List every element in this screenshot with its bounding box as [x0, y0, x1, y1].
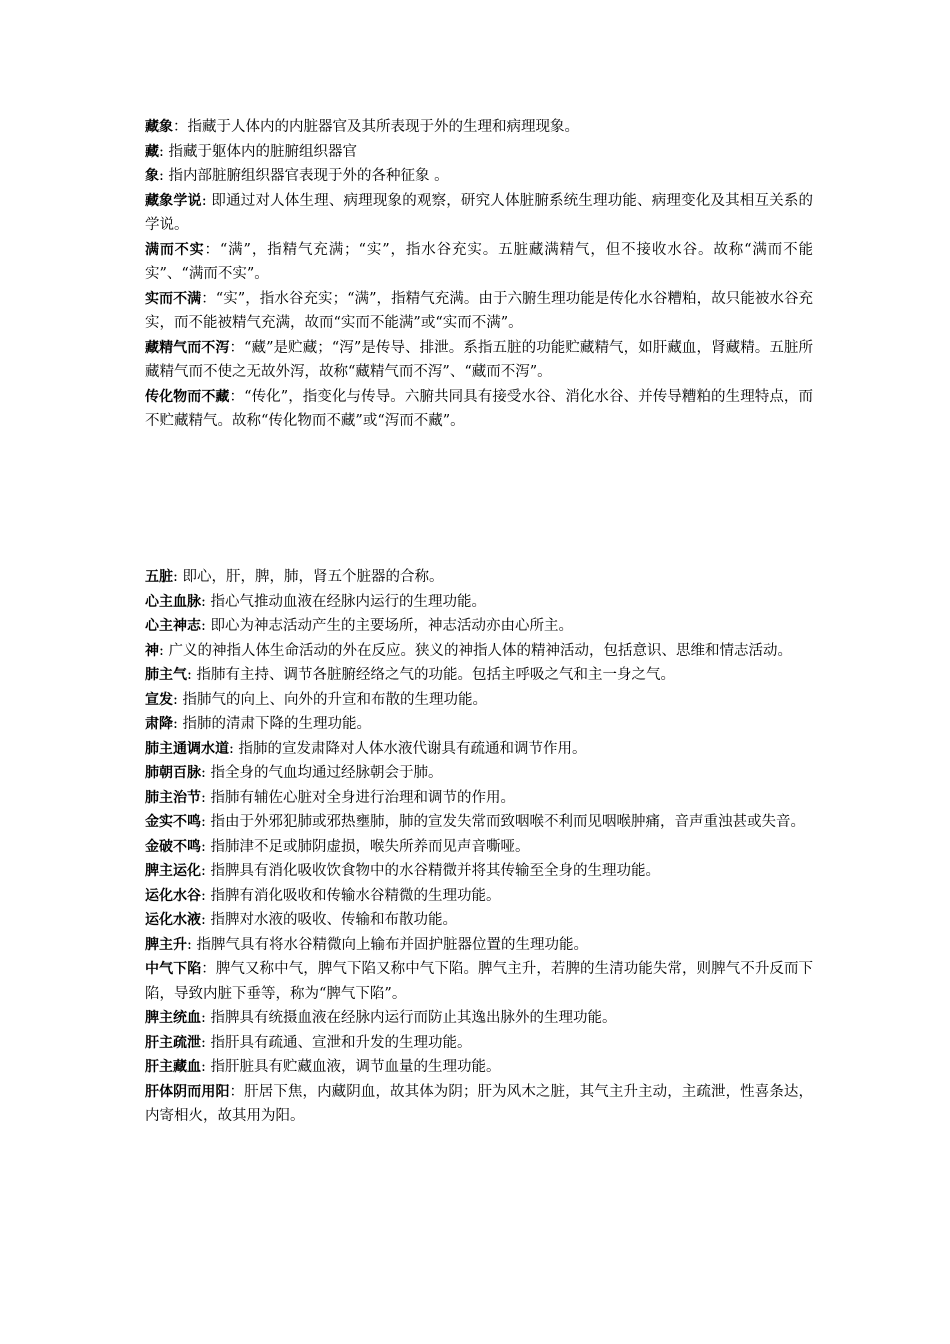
separator: : [173, 716, 183, 732]
entry-metal-broken-silent [145, 835, 813, 860]
separator: : [201, 863, 211, 879]
term-label: 脾主运化 [145, 863, 201, 879]
term-label: 肺主通调水道 [145, 740, 229, 757]
separator: ： [229, 1083, 245, 1100]
entry-spleen-transport [145, 859, 813, 884]
term-label: 实而不满 [145, 290, 202, 307]
separator: ： [201, 961, 216, 977]
term-label: 肝体阴而用阳 [145, 1083, 230, 1100]
term-label: 藏象 [145, 119, 173, 135]
entry-transport-fluid [145, 908, 813, 933]
entry-store-essence [145, 336, 813, 385]
separator: ： [229, 388, 245, 405]
definition-text: 指脾具有统摄血液在经脉内运行而防止其逸出脉外的生理功能。 [210, 1010, 617, 1026]
definition-text: 即通过对人体生理、病理现象的观察，研究人体脏腑系统生理功能、病理变化及其相互关系的学说。 [145, 192, 814, 233]
entry-heart-mind [145, 614, 813, 639]
definition-text: 即心为神志活动产生的主要场所，神志活动亦由心所主。 [210, 618, 573, 634]
definition-text: “实”，指水谷充实；“满”，指精气充满。由于六腑生理功能是传化水谷糟粕，故只能被水谷充实，而不能被精气充满，故而“实而不能满”或“实而不满”。 [145, 290, 814, 331]
separator: ： [229, 339, 245, 356]
entry-full-not-solid [145, 238, 813, 287]
entry-lung-hundred-vessels [145, 761, 813, 786]
separator: : [201, 814, 211, 830]
term-label: 藏象学说 [145, 192, 202, 209]
entry-xiang [145, 164, 813, 189]
definition-text: 指藏于躯体内的脏腑组织器官 [168, 143, 357, 160]
separator: : [201, 789, 211, 806]
definition-text: 指心气推动血液在经脉内运行的生理功能。 [210, 593, 486, 610]
definition-text: 脾气又称中气，脾气下陷又称中气下陷。脾气主升，若脾的生清功能失常，则脾气不升反而下陷，导致内脏下垂等，称为“脾气下陷”。 [145, 961, 814, 1002]
entry-transform-not-store [145, 385, 813, 434]
term-label: 肺朝百脉 [145, 765, 201, 781]
entry-lung-qi [145, 663, 813, 688]
definition-text: 指脾有消化吸收和传输水谷精微的生理功能。 [210, 887, 501, 904]
entry-liver-yin-body-yang-function [145, 1080, 813, 1129]
definition-text: 指肺的宣发肃降对人体水液代谢具有疏通和调节作用。 [238, 740, 587, 757]
term-label: 神 [145, 642, 159, 659]
definition-text: 指肝具有疏通、宣泄和升发的生理功能。 [210, 1034, 472, 1051]
entry-five-zang [145, 565, 813, 590]
entry-descending [145, 712, 813, 737]
separator: ： [173, 119, 188, 135]
entry-zangxiang [145, 115, 813, 140]
term-label: 肝主疏泄 [145, 1034, 201, 1051]
term-label: 传化物而不藏 [145, 388, 230, 405]
term-label: 心主神志 [145, 618, 201, 634]
definition-text: 指脾对水液的吸收、传输和布散功能。 [210, 912, 457, 928]
separator: : [173, 569, 183, 585]
term-label: 脾主统血 [145, 1010, 201, 1026]
separator: : [201, 1059, 211, 1075]
separator: : [229, 740, 239, 757]
definition-text: 即心，肝，脾，肺，肾五个脏器的合称。 [182, 569, 444, 585]
definition-text: 肝居下焦，内藏阴血，故其体为阴；肝为风木之脏，其气主升主动，主疏泄，性喜条达，内寄相火，故其用为阳。 [145, 1083, 814, 1124]
term-label: 藏精气而不泻 [145, 339, 230, 356]
entry-solid-not-full [145, 287, 813, 336]
entry-liver-store-blood [145, 1055, 813, 1080]
term-label: 运化水谷 [145, 887, 201, 904]
entry-lung-regulation [145, 786, 813, 811]
definition-text: 指肺津不足或肺阴虚损，喉失所养而见声音嘶哑。 [210, 838, 530, 855]
entry-metal-excess-silent [145, 810, 813, 835]
entry-transport-food [145, 884, 813, 909]
separator: : [159, 642, 169, 659]
definition-text: 指肺的清肃下降的生理功能。 [182, 716, 371, 732]
term-label: 中气下陷 [145, 961, 202, 977]
definition-text: 广义的神指人体生命活动的外在反应。狭义的神指人体的精神活动，包括意识、思维和情志活动。 [168, 642, 792, 659]
separator: : [173, 691, 183, 708]
separator: ： [201, 290, 216, 307]
definition-text: 指脾气具有将水谷精微向上输布并固护脏器位置的生理功能。 [196, 936, 588, 953]
separator: : [201, 192, 212, 209]
definition-text: “满”，指精气充满；“实”，指水谷充实。五脏藏满精气，但不接收水谷。故称“满而不能实”、“满而不实”。 [145, 241, 814, 282]
definition-text: 指肺有辅佐心脏对全身进行治理和调节的作用。 [210, 789, 515, 806]
entry-heart-blood-vessels [145, 590, 813, 615]
definition-text: 指内部脏腑组织器官表现于外的各种征象 。 [168, 168, 449, 184]
separator: : [159, 168, 169, 184]
entry-spleen-blood-control [145, 1006, 813, 1031]
definition-text: 指肝脏具有贮藏血液，调节血量的生理功能。 [210, 1059, 501, 1075]
term-label: 金实不鸣 [145, 814, 201, 830]
definition-text: 指由于外邪犯肺或邪热壅肺，肺的宣发失常而致咽喉不利而见咽喉肿痛，音声重浊甚或失音。 [210, 814, 805, 830]
definition-text: 指脾具有消化吸收饮食物中的水谷精微并将其传输至全身的生理功能。 [210, 863, 660, 879]
entry-zangxiang-theory [145, 189, 813, 238]
term-label: 肃降 [145, 716, 173, 732]
entry-spleen-ascending [145, 933, 813, 958]
definition-text: 指全身的气血均通过经脉朝会于肺。 [210, 765, 443, 781]
definition-text: 指藏于人体内的内脏器官及其所表现于外的生理和病理现象。 [187, 119, 579, 135]
definition-text: 指肺有主持、调节各脏腑经络之气的功能。包括主呼吸之气和主一身之气。 [196, 667, 675, 683]
term-label: 运化水液 [145, 912, 201, 928]
separator: : [187, 667, 197, 683]
entry-zang [145, 140, 813, 165]
separator: : [201, 593, 211, 610]
term-label: 藏 [145, 143, 159, 160]
entry-shen [145, 639, 813, 664]
separator: : [201, 765, 211, 781]
entry-lung-water-passages [145, 737, 813, 762]
entry-dispersing [145, 688, 813, 713]
glossary-section-1 [145, 115, 813, 434]
glossary-section-2 [145, 565, 813, 1129]
term-label: 脾主升 [145, 936, 187, 953]
term-label: 金破不鸣 [145, 838, 201, 855]
term-label: 宣发 [145, 691, 173, 708]
separator: : [201, 1010, 211, 1026]
term-label: 肝主藏血 [145, 1059, 201, 1075]
term-label: 肺主气 [145, 667, 187, 683]
separator: : [201, 838, 211, 855]
term-label: 五脏 [145, 569, 173, 585]
separator: : [201, 912, 211, 928]
entry-liver-free-flow [145, 1031, 813, 1056]
separator: : [201, 618, 211, 634]
separator: : [201, 887, 211, 904]
entry-middle-qi-sinking [145, 957, 813, 1006]
term-label: 肺主治节 [145, 789, 201, 806]
definition-text: “藏”是贮藏；“泻”是传导、排泄。系指五脏的功能贮藏精气，如肝藏血，肾藏精。五脏所藏精气而不使之无故外泻，故称“藏精气而不泻”、“藏而不泻”。 [145, 339, 813, 380]
term-label: 象 [145, 168, 159, 184]
separator: ： [204, 241, 220, 258]
definition-text: 指肺气的向上、向外的升宣和布散的生理功能。 [182, 691, 487, 708]
definition-text: “传化”，指变化与传导。六腑共同具有接受水谷、消化水谷、并传导糟粕的生理特点，而不贮藏精气。故称“传化物而不藏”或“泻而不藏”。 [145, 388, 814, 429]
term-label: 心主血脉 [145, 593, 201, 610]
separator: : [201, 1034, 211, 1051]
separator: : [187, 936, 197, 953]
term-label: 满而不实 [145, 241, 205, 258]
separator: : [159, 143, 169, 160]
